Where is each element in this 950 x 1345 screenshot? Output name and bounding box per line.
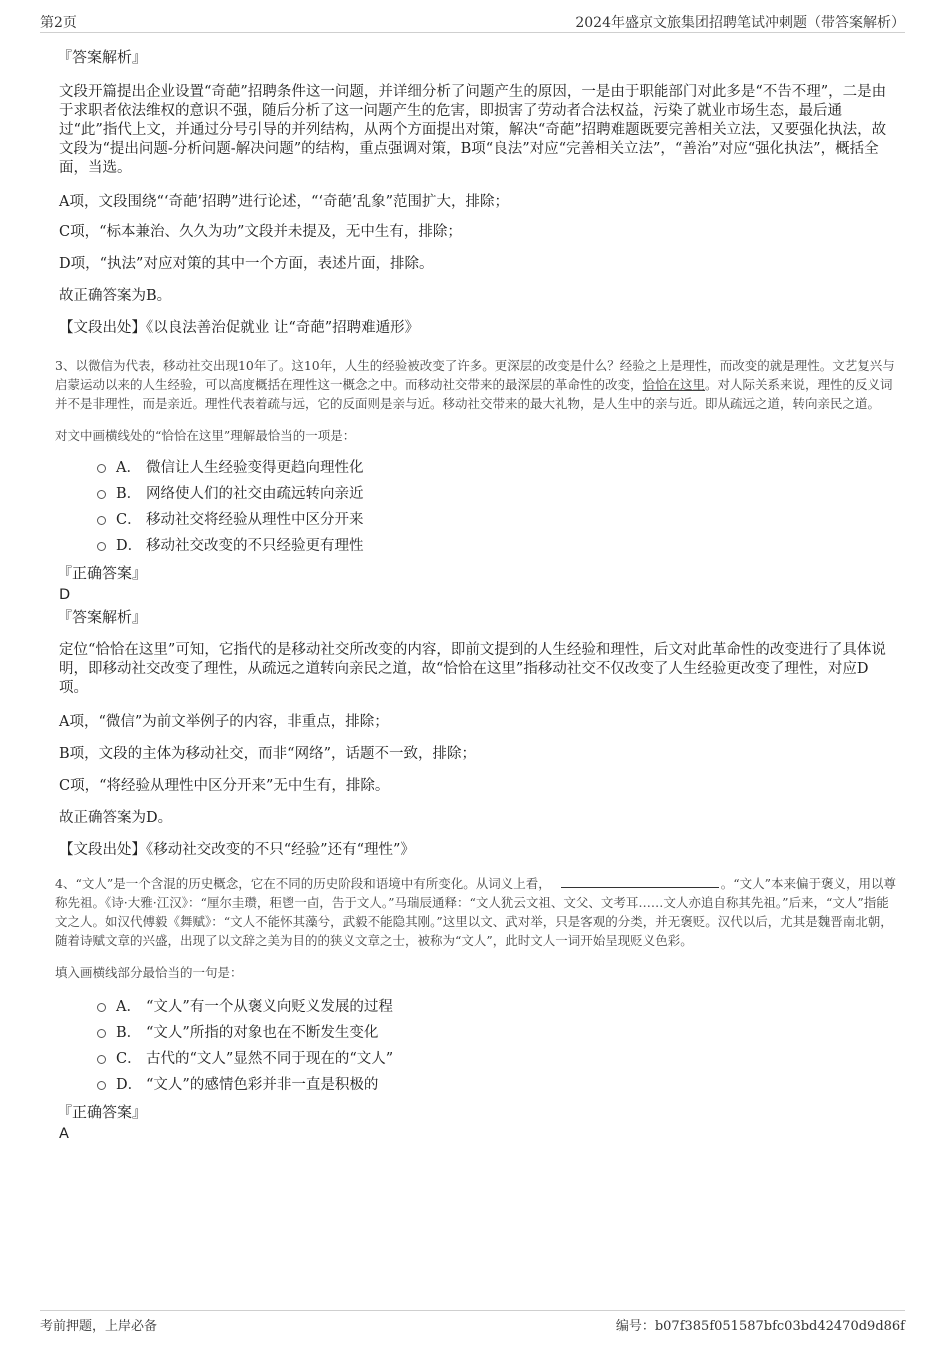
analysis-text: 定位“恰恰在这里”可知，它指代的是移动社交所改变的内容，即前文提到的人生经验和理性，后文对此革命性的改变进行了具体说明，即移动社交改变了理性，从疏远之道转向亲民之道，故“恰恰在这里”指移动社交不仅改变了人生经验更改变了理性，对应D项。 xyxy=(59,642,886,696)
analysis-option-c: C项，“标本兼治、久久为功”文段并未提及，无中生有，排除； xyxy=(59,224,462,240)
question-4 xyxy=(55,874,897,1144)
page-header xyxy=(40,10,905,33)
correct-answer-statement: 故正确答案为B。 xyxy=(59,288,172,304)
correct-answer: A xyxy=(59,1126,69,1142)
radio-icon[interactable] xyxy=(97,490,106,499)
document-body xyxy=(55,40,897,1144)
correct-answer-tag: 『正确答案』 xyxy=(57,564,148,582)
option-list xyxy=(55,453,897,557)
analysis-tag: 『答案解析』 xyxy=(57,48,148,66)
option-a[interactable]: A． 微信让人生经验变得更趋向理性化 xyxy=(55,453,897,479)
analysis-text: 文段开篇提出企业设置“奇葩”招聘条件这一问题，并详细分析了问题产生的原因，一是由于职能部门对此多是“不告不理”，二是由于求职者依法维权的意识不强，随后分析了这一问题产生的危害，即损害了劳动者合法权益，污染了就业市场生态，最后通过“此”指代上文，并通过分号引导的并列结构，从两个方面提出对策，解决“奇葩”招聘难题既要完善相关立法，又要强化执法，故文段为“提出问题-分析问题-解决问题”的结构，重点强调对策，B项“良法”对应“完善相关立法”，“善治”对应“强化执法”，概括全面，当选。 xyxy=(59,84,887,176)
question-prompt: 对文中画横线处的“恰恰在这里”理解最恰当的一项是： xyxy=(55,428,356,443)
option-d[interactable]: D． “文人”的感情色彩并非一直是积极的 xyxy=(55,1070,897,1096)
radio-icon[interactable] xyxy=(97,464,106,473)
analysis-option-a: A项，文段围绕“‘奇葩’招聘”进行论述，“‘奇葩’乱象”范围扩大，排除； xyxy=(59,194,510,210)
correct-answer: D xyxy=(59,587,71,603)
document-title: 2024年盛京文旅集团招聘笔试冲刺题（带答案解析） xyxy=(575,15,905,31)
option-c[interactable]: C． 古代的“文人”显然不同于现在的“文人” xyxy=(55,1044,897,1070)
radio-icon[interactable] xyxy=(97,1003,106,1012)
document-id: 编号：b07f385f051587bfc03bd42470d9d86f xyxy=(615,1319,905,1334)
question-prompt: 填入画横线部分最恰当的一句是： xyxy=(55,965,243,980)
page-number: 第2页 xyxy=(40,15,77,31)
question-text: 4、“文人”是一个含混的历史概念，它在不同的历史阶段和语境中有所变化。从词义上看， 。“文人”本来偏于褒义，用以尊称先祖。《诗·大雅·江汉》：“厘尔圭瓒，秬鬯一卣，告于文人。”马瑞辰通释：“文人犹云文祖、文父、文考耳……文人亦追自称其先祖。”后来，“文人”指能文之人。如汉代傅毅《舞赋》：“文人不能怀其藻兮，武毅不能隐其刚。”这里以文、武对举，只是客观的分类，并无褒贬。汉代以后，尤其是魏晋南北朝，随着诗赋文章的兴盛，出现了以文辞之美为目的的狭义文章之士，被称为“文人”，此时文人一词开始呈现贬义色彩。 xyxy=(55,876,897,948)
analysis-option-a: A项，“微信”为前文举例子的内容，非重点，排除； xyxy=(59,714,389,730)
passage-source: 【文段出处】《移动社交改变的不只“经验”还有“理性”》 xyxy=(59,842,415,858)
radio-icon[interactable] xyxy=(97,1055,106,1064)
analysis-tag: 『答案解析』 xyxy=(57,608,148,626)
analysis-option-b: B项，文段的主体为移动社交，而非“网络”，话题不一致，排除； xyxy=(59,746,476,762)
analysis-option-c: C项，“将经验从理性中区分开来”无中生有，排除。 xyxy=(59,778,390,794)
analysis-option-d: D项，“执法”对应对策的其中一个方面，表述片面，排除。 xyxy=(59,256,434,272)
correct-answer-tag: 『正确答案』 xyxy=(57,1103,148,1121)
footer-slogan: 考前押题，上岸必备 xyxy=(40,1319,158,1334)
option-a[interactable]: A． “文人”有一个从褒义向贬义发展的过程 xyxy=(55,992,897,1018)
underlined-phrase: 恰恰在这里 xyxy=(642,377,706,392)
passage-source: 【文段出处】《以良法善治促就业 让“奇葩”招聘难遁形》 xyxy=(59,320,420,336)
radio-icon[interactable] xyxy=(97,1081,106,1090)
correct-answer-statement: 故正确答案为D。 xyxy=(59,810,173,826)
question-text: 3、以微信为代表，移动社交出现10年了。这10年，人生的经验被改变了许多。更深层的改变是什么？经验之上是理性，而改变的就是理性。文艺复兴与启蒙运动以来的人生经验，可以高度概括在理性这一概念之中。而移动社交带来的最深层的革命性的改变，恰恰在这里。对人际关系来说，理性的反义词并不是非理性，而是亲近。理性代表着疏与远，它的反面则是亲与近。移动社交带来的最大礼物，是人生中的亲与近。即从疏远之道，转向亲民之道。 xyxy=(55,358,895,411)
question-3 xyxy=(55,356,897,860)
radio-icon[interactable] xyxy=(97,1029,106,1038)
fill-in-blank xyxy=(561,875,719,888)
option-b[interactable]: B． 网络使人们的社交由疏远转向亲近 xyxy=(55,479,897,505)
option-c[interactable]: C． 移动社交将经验从理性中区分开来 xyxy=(55,505,897,531)
q2-analysis-section xyxy=(55,45,897,338)
option-d[interactable]: D． 移动社交改变的不只经验更有理性 xyxy=(55,531,897,557)
option-list xyxy=(55,992,897,1096)
option-b[interactable]: B． “文人”所指的对象也在不断发生变化 xyxy=(55,1018,897,1044)
radio-icon[interactable] xyxy=(97,516,106,525)
page-footer xyxy=(40,1310,905,1333)
radio-icon[interactable] xyxy=(97,542,106,551)
